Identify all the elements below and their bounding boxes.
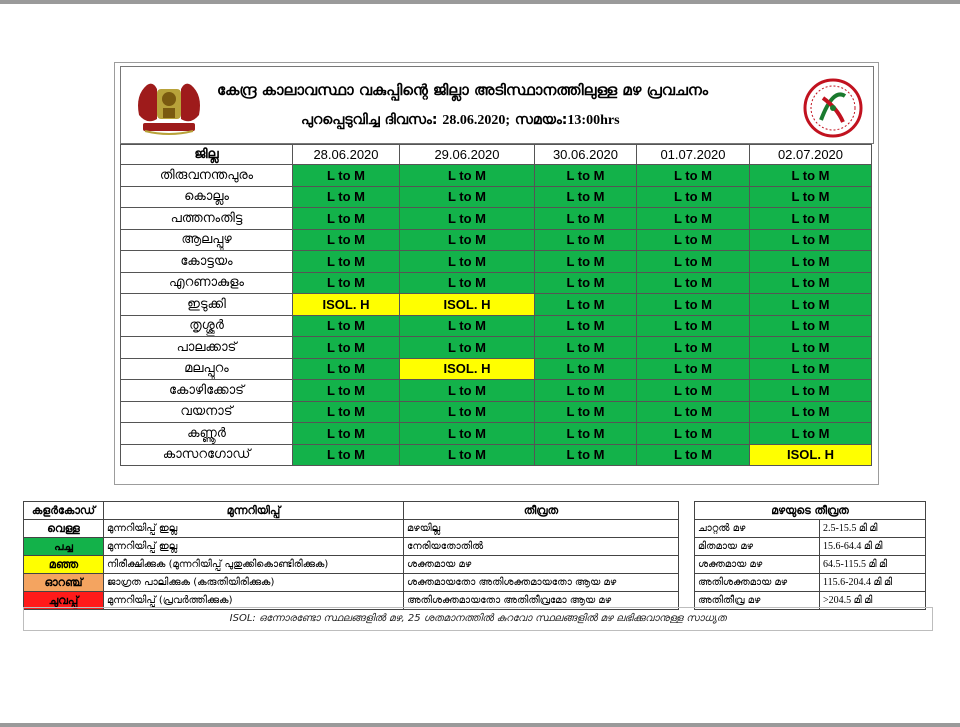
forecast-cell: L to M	[535, 229, 637, 251]
forecast-cell: L to M	[293, 251, 400, 273]
window-bottom-border	[0, 723, 960, 727]
forecast-cell: ISOL. H	[750, 444, 872, 466]
rainfall-intensity-table	[694, 501, 926, 610]
forecast-title: കേന്ദ്ര കാലാവസ്ഥാ വകുപ്പിന്റെ ജില്ലാ അടിസ്ഥാനത്തിലുള്ള മഴ പ്രവചനം	[217, 81, 709, 99]
legend-intensity: അതിശക്തമായതോ അതിതീവ്രമോ ആയ മഴ	[404, 592, 679, 610]
forecast-cell: L to M	[637, 315, 750, 337]
forecast-cell: L to M	[293, 272, 400, 294]
forecast-cell: L to M	[750, 358, 872, 380]
forecast-cell: L to M	[637, 444, 750, 466]
forecast-cell: L to M	[637, 337, 750, 359]
legend-header: കളർകോഡ്	[24, 502, 104, 520]
date-header: 29.06.2020	[400, 145, 535, 165]
forecast-cell: L to M	[293, 337, 400, 359]
color-code-white: വെള്ള	[24, 520, 104, 538]
forecast-cell: L to M	[750, 251, 872, 273]
forecast-cell: L to M	[750, 229, 872, 251]
district-name: എറണാകുളം	[121, 272, 293, 294]
intensity-range: 64.5-115.5 മി മി	[820, 556, 926, 574]
forecast-cell: L to M	[535, 294, 637, 316]
forecast-header	[120, 66, 874, 144]
forecast-cell: L to M	[400, 165, 535, 187]
forecast-cell: L to M	[535, 444, 637, 466]
forecast-cell: L to M	[535, 401, 637, 423]
forecast-cell: L to M	[750, 208, 872, 230]
forecast-cell: L to M	[400, 423, 535, 445]
forecast-cell: L to M	[400, 337, 535, 359]
legend-header: തീവ്രത	[404, 502, 679, 520]
forecast-cell: L to M	[400, 208, 535, 230]
intensity-label: ചാറ്റൽ മഴ	[695, 520, 820, 538]
time-value: 13:00hrs	[567, 113, 620, 128]
district-row	[121, 208, 872, 230]
forecast-cell: L to M	[293, 401, 400, 423]
legend-row	[24, 520, 679, 538]
district-row	[121, 423, 872, 445]
legend-intensity: ശക്തമായ മഴ	[404, 556, 679, 574]
district-row	[121, 186, 872, 208]
date-header: 30.06.2020	[535, 145, 637, 165]
intensity-label: അതിതീവ്ര മഴ	[695, 592, 820, 610]
intensity-label: അതിശക്തമായ മഴ	[695, 574, 820, 592]
forecast-cell: L to M	[400, 229, 535, 251]
forecast-cell: L to M	[293, 229, 400, 251]
intensity-range: 15.6-64.4 മി മി	[820, 538, 926, 556]
forecast-cell: L to M	[400, 380, 535, 402]
intensity-label: മിതമായ മഴ	[695, 538, 820, 556]
district-name: കോട്ടയം	[121, 251, 293, 273]
forecast-cell: L to M	[750, 423, 872, 445]
forecast-cell: L to M	[750, 315, 872, 337]
forecast-cell: L to M	[750, 272, 872, 294]
legend-header-row	[24, 502, 679, 520]
forecast-cell: L to M	[750, 380, 872, 402]
forecast-cell: L to M	[400, 251, 535, 273]
forecast-cell: L to M	[293, 358, 400, 380]
forecast-cell: L to M	[535, 337, 637, 359]
forecast-cell: L to M	[400, 186, 535, 208]
forecast-cell: L to M	[535, 315, 637, 337]
forecast-cell: L to M	[400, 444, 535, 466]
district-name: വയനാട്	[121, 401, 293, 423]
forecast-cell: L to M	[535, 423, 637, 445]
legend-warning: ജാഗ്രത പാലിക്കുക (കരുതിയിരിക്കുക)	[104, 574, 404, 592]
forecast-header-row	[121, 145, 872, 165]
forecast-cell: L to M	[750, 165, 872, 187]
forecast-cell: L to M	[637, 423, 750, 445]
legend-row	[24, 538, 679, 556]
forecast-cell: L to M	[535, 208, 637, 230]
district-row	[121, 251, 872, 273]
intensity-range: 115.6-204.4 മി മി	[820, 574, 926, 592]
imd-logo-icon	[803, 78, 863, 138]
district-name: തിരുവനന്തപുരം	[121, 165, 293, 187]
forecast-cell: L to M	[293, 186, 400, 208]
forecast-panel	[114, 62, 879, 485]
forecast-cell: L to M	[535, 380, 637, 402]
district-name: മലപ്പുറം	[121, 358, 293, 380]
district-name: കാസറഗോഡ്	[121, 444, 293, 466]
district-row	[121, 444, 872, 466]
date-header: 28.06.2020	[293, 145, 400, 165]
intensity-range: >204.5 മി മി	[820, 592, 926, 610]
forecast-cell: L to M	[535, 358, 637, 380]
legend-intensity: മഴയില്ല	[404, 520, 679, 538]
forecast-cell: L to M	[293, 380, 400, 402]
intensity-header: മഴയുടെ തീവ്രത	[695, 502, 926, 520]
forecast-cell: L to M	[400, 401, 535, 423]
forecast-cell: L to M	[535, 165, 637, 187]
issue-info	[301, 112, 801, 129]
district-name: കൊല്ലം	[121, 186, 293, 208]
district-name: കോഴിക്കോട്	[121, 380, 293, 402]
forecast-cell: L to M	[637, 208, 750, 230]
forecast-cell: L to M	[750, 294, 872, 316]
district-name: തൃശ്ശൂർ	[121, 315, 293, 337]
district-row	[121, 272, 872, 294]
forecast-cell: ISOL. H	[400, 358, 535, 380]
legend-warning: മുന്നറിയിപ്പ് ഇല്ല	[104, 520, 404, 538]
district-name: ഇടുക്കി	[121, 294, 293, 316]
forecast-cell: L to M	[750, 337, 872, 359]
color-code-yellow: മഞ്ഞ	[24, 556, 104, 574]
time-label: സമയം:	[514, 112, 568, 128]
district-name: കണ്ണൂർ	[121, 423, 293, 445]
district-row	[121, 229, 872, 251]
district-name: ആലപ്പുഴ	[121, 229, 293, 251]
district-row	[121, 358, 872, 380]
window-top-border	[0, 0, 960, 4]
forecast-cell: L to M	[637, 272, 750, 294]
isol-note: ISOL: ഒന്നോരണ്ടോ സ്ഥലങ്ങളിൽ മഴ, 25 ശതമാനത്തിൽ കുറവോ സ്ഥലങ്ങളിൽ മഴ ലഭിക്കുവാനുള്ള സാധ്യത	[23, 607, 933, 631]
forecast-cell: L to M	[637, 186, 750, 208]
forecast-cell: ISOL. H	[293, 294, 400, 316]
district-header: ജില്ല	[121, 145, 293, 165]
forecast-cell: L to M	[535, 251, 637, 273]
forecast-cell: L to M	[293, 423, 400, 445]
intensity-row	[695, 538, 926, 556]
district-row	[121, 315, 872, 337]
intensity-row	[695, 574, 926, 592]
forecast-cell: L to M	[535, 272, 637, 294]
forecast-cell: L to M	[637, 401, 750, 423]
intensity-range: 2.5-15.5 മി മി	[820, 520, 926, 538]
forecast-cell: L to M	[637, 251, 750, 273]
forecast-cell: L to M	[750, 186, 872, 208]
date-header: 02.07.2020	[750, 145, 872, 165]
legend-header: മുന്നറിയിപ്പ്	[104, 502, 404, 520]
color-code-orange: ഓറഞ്ച്	[24, 574, 104, 592]
district-name: പത്തനംതിട്ട	[121, 208, 293, 230]
forecast-cell: L to M	[535, 186, 637, 208]
legend-row	[24, 556, 679, 574]
intensity-row	[695, 556, 926, 574]
forecast-cell: L to M	[637, 294, 750, 316]
legend-intensity: ശക്തമായതോ അതിശക്തമായതോ ആയ മഴ	[404, 574, 679, 592]
forecast-cell: L to M	[750, 401, 872, 423]
legend-warning: നിരീക്ഷിക്കുക (മുന്നറിയിപ്പ് പുതുക്കികൊണ്ടിരിക്കുക)	[104, 556, 404, 574]
forecast-cell: L to M	[637, 229, 750, 251]
kerala-emblem-icon	[133, 75, 205, 137]
intensity-header-row	[695, 502, 926, 520]
intensity-row	[695, 520, 926, 538]
intensity-label: ശക്തമായ മഴ	[695, 556, 820, 574]
issued-date: 28.06.2020;	[442, 113, 511, 128]
district-row	[121, 294, 872, 316]
forecast-cell: L to M	[293, 444, 400, 466]
district-row	[121, 337, 872, 359]
district-row	[121, 165, 872, 187]
color-code-red: ചുവപ്പ്	[24, 592, 104, 610]
forecast-cell: L to M	[637, 165, 750, 187]
legend-intensity: നേരിയതോതിൽ	[404, 538, 679, 556]
forecast-cell: L to M	[400, 315, 535, 337]
district-name: പാലക്കാട്	[121, 337, 293, 359]
color-code-green: പച്ച	[24, 538, 104, 556]
issued-label: പുറപ്പെടുവിച്ച ദിവസം:	[301, 112, 438, 128]
forecast-cell: L to M	[293, 208, 400, 230]
forecast-cell: L to M	[637, 358, 750, 380]
forecast-cell: L to M	[400, 272, 535, 294]
legend-warning: മുന്നറിയിപ്പ് (പ്രവർത്തിക്കുക)	[104, 592, 404, 610]
legend-row	[24, 574, 679, 592]
forecast-table	[120, 144, 872, 466]
district-row	[121, 401, 872, 423]
forecast-cell: L to M	[637, 380, 750, 402]
forecast-cell: L to M	[293, 165, 400, 187]
forecast-cell: L to M	[293, 315, 400, 337]
forecast-cell: ISOL. H	[400, 294, 535, 316]
legend-warning: മുന്നറിയിപ്പ് ഇല്ല	[104, 538, 404, 556]
district-row	[121, 380, 872, 402]
date-header: 01.07.2020	[637, 145, 750, 165]
color-code-legend	[23, 501, 679, 610]
